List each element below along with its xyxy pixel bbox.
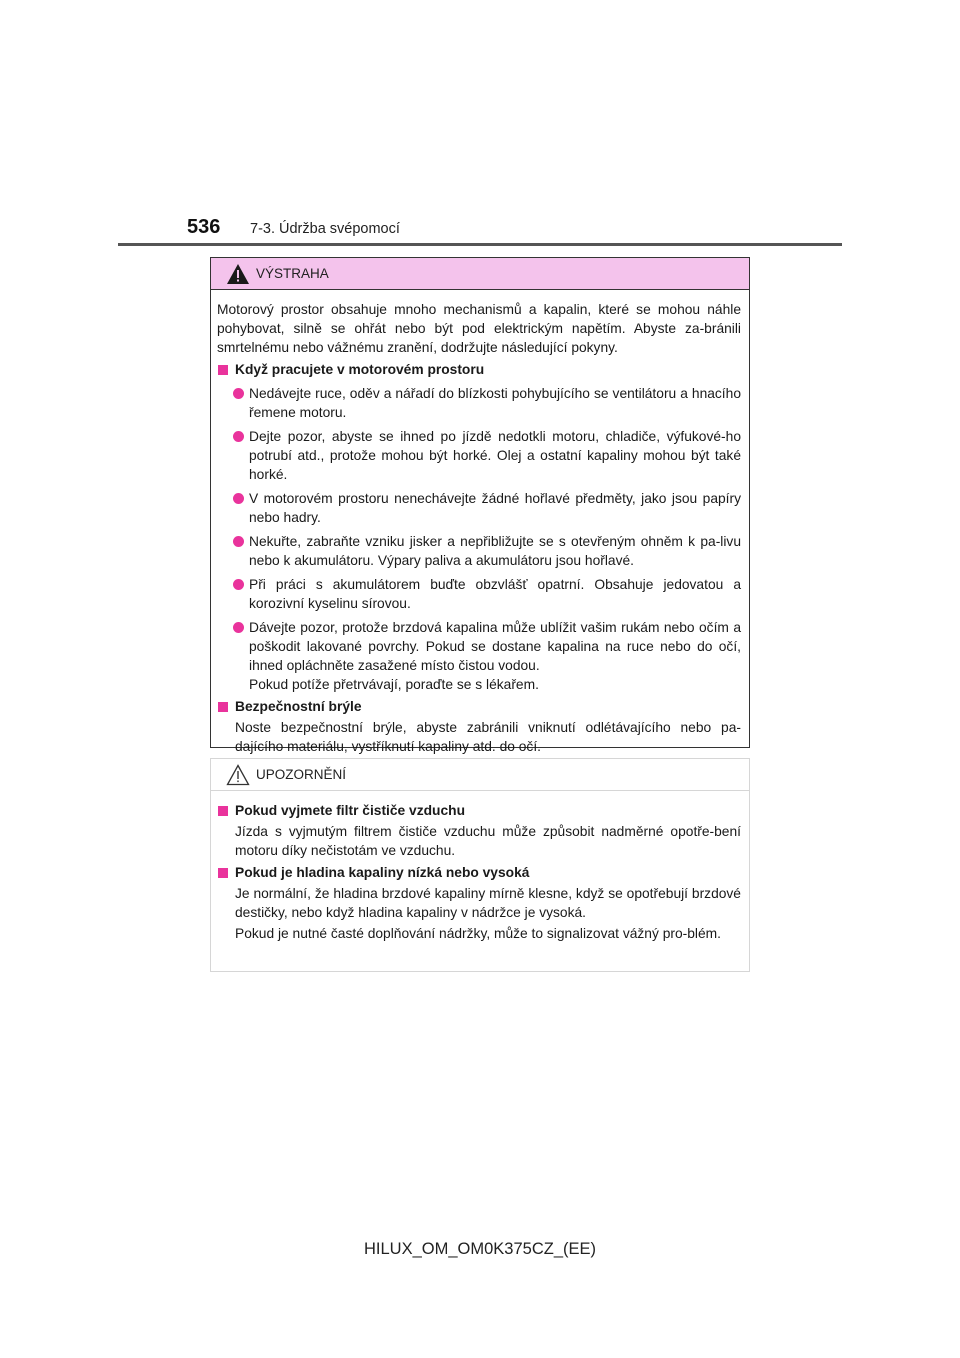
square-bullet-icon xyxy=(218,702,228,712)
warning-title: VÝSTRAHA xyxy=(256,266,329,281)
list-item: Nedávejte ruce, oděv a nářadí do blízkosti pohybujícího se ventilátoru a hnacího řemene motoru. xyxy=(217,384,741,422)
warning-outline-icon xyxy=(226,764,250,786)
caution-section-text: Jízda s vyjmutým filtrem čističe vzduchu může způsobit nadměrné opotře-bení motoru díky nečistotám ve vzduchu. xyxy=(235,824,741,858)
caution-body xyxy=(211,791,749,943)
list-item: Dejte pozor, abyste se ihned po jízdě nedotkli motoru, chladiče, výfukové-ho potrubí atd., protože mohou být horké. Olej a ostatní kapaliny mohou být také horké. xyxy=(217,427,741,484)
list-item: Nekuřte, zabraňte vzniku jisker a nepřibližujte se s otevřeným ohněm k pa-livu nebo k akumulátoru. Výpary paliva a akumulátoru jsou hořlavé. xyxy=(217,532,741,570)
caution-section-title: Pokud vyjmete filtr čističe vzduchu xyxy=(235,803,466,818)
page-header xyxy=(0,0,960,260)
warning-box xyxy=(210,257,750,754)
round-bullet-icon xyxy=(233,431,244,442)
warning-section-goggles xyxy=(217,697,741,716)
warning-intro: Motorový prostor obsahuje mnoho mechanismů a kapalin, které se mohou náhle pohybovat, silně se ohřát nebo být pod elektrickým napětím. Abyste za-bránili smrtelnému nebo vážnému zranění, dodržujte následující pokyny. xyxy=(217,302,741,355)
caution-header xyxy=(211,759,749,791)
square-bullet-icon xyxy=(218,365,228,375)
warning-filled-icon xyxy=(226,263,250,285)
warning-section-title: Bezpečnostní brýle xyxy=(235,699,362,714)
warning-section-text: Noste bezpečnostní brýle, abyste zabránili vniknutí odlétávajícího nebo pa-dajícího materiálu, vystříknutí kapaliny atd. do očí. xyxy=(235,720,741,754)
page-number: 536 xyxy=(187,216,221,238)
caution-section-filter xyxy=(217,801,741,820)
warning-section-engine xyxy=(217,360,741,379)
round-bullet-icon xyxy=(233,622,244,633)
round-bullet-icon xyxy=(233,493,244,504)
list-item: V motorovém prostoru nenechávejte žádné hořlavé předměty, jako jsou papíry nebo hadry. xyxy=(217,489,741,527)
warning-header xyxy=(211,258,749,290)
round-bullet-icon xyxy=(233,579,244,590)
square-bullet-icon xyxy=(218,868,228,878)
warning-section-title: Když pracujete v motorovém prostoru xyxy=(235,362,485,377)
caution-section-text: Je normální, že hladina brzdové kapaliny mírně klesne, když se opotřebují brzdové destičky, nebo když hladina kapaliny v nádržce je vysoká. xyxy=(235,886,741,920)
warning-body xyxy=(211,290,749,756)
header-divider xyxy=(118,243,842,246)
list-item: Dávejte pozor, protože brzdová kapalina může ublížit vašim rukám nebo očím a poškodit lakované povrchy. Pokud se dostane kapalina na ruce nebo do očí, ihned opláchněte zasažené místo čistou vodou. Pokud potíže přetrvávají, poraďte se s lékařem. xyxy=(217,618,741,694)
section-title: 7-3. Údržba svépomocí xyxy=(250,221,400,237)
caution-section-text: Pokud je nutné časté doplňování nádržky, může to signalizovat vážný pro-blém. xyxy=(235,926,721,941)
round-bullet-icon xyxy=(233,388,244,399)
caution-box xyxy=(210,758,750,972)
round-bullet-icon xyxy=(233,536,244,547)
caution-section-fluid xyxy=(217,863,741,882)
caution-section-title: Pokud je hladina kapaliny nízká nebo vysoká xyxy=(235,865,530,880)
list-item-note: Pokud potíže přetrvávají, poraďte se s lékařem. xyxy=(249,677,539,692)
list-item: Při práci s akumulátorem buďte obzvlášť opatrní. Obsahuje jedovatou a korozivní kyselinu sírovou. xyxy=(217,575,741,613)
document-code: HILUX_OM_OM0K375CZ_(EE) xyxy=(364,1240,596,1258)
caution-title: UPOZORNĚNÍ xyxy=(256,767,347,782)
square-bullet-icon xyxy=(218,806,228,816)
